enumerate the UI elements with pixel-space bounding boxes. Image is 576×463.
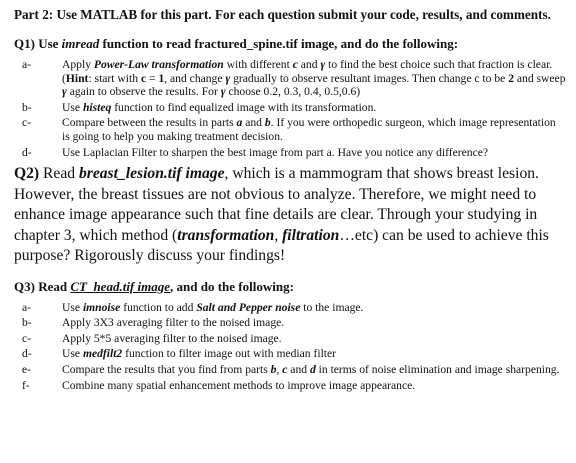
list-item (14, 332, 566, 346)
text-segment: and (297, 58, 321, 71)
item-text (62, 316, 284, 329)
text-segment: c (140, 71, 147, 85)
item-text (62, 363, 560, 376)
text-segment: d (309, 363, 316, 377)
text-segment: , which is a mammogram that shows breast lesion. However, the breast tissues are not obvious to analyze. Therefore, we might need to enhance image appearance such that fine details are clear. Through your studying in chapter 3, which method ( (14, 165, 539, 244)
text-segment: to find the best choice such that fraction is clear. ( (62, 58, 553, 85)
text-segment: with different (223, 58, 293, 71)
text-segment: Use (62, 347, 83, 361)
text-segment: c (292, 58, 298, 71)
item-text (62, 332, 282, 345)
q2-body (14, 165, 549, 264)
text-segment: breast_lesion.tif image (78, 165, 225, 183)
q1-heading (14, 35, 566, 52)
text-segment: histeq (82, 100, 112, 114)
text-segment: b (264, 116, 271, 130)
item-text (62, 379, 415, 392)
item-letter: c- (22, 331, 32, 345)
item-letter: b- (22, 100, 32, 114)
text-segment: Compare between the results in parts (62, 116, 237, 130)
item-letter: d- (22, 347, 32, 361)
item-text (62, 146, 488, 159)
text-segment: , (276, 363, 283, 377)
text-segment: Use Laplacian Filter to sharpen the best image from part a. Have you notice any difference? (62, 145, 489, 159)
text-segment: Combine many spatial enhancement methods to improve image appearance. (62, 378, 416, 392)
item-letter: a- (22, 300, 32, 314)
text-segment: gradually to observe resultant images. Then change c to be (230, 71, 509, 85)
text-segment: in terms of noise elimination and image sharpening. (315, 363, 560, 377)
item-letter: b- (22, 316, 32, 330)
text-segment: to the image. (300, 300, 364, 314)
text-segment: : start with (88, 71, 141, 85)
item-letter: a- (22, 58, 32, 71)
text-segment: function to add (120, 300, 197, 314)
q2-paragraph (14, 164, 566, 267)
text-segment: Hint (65, 71, 89, 85)
text-segment: function to filter image out with median filter (122, 347, 337, 361)
q1-heading-tail: function to read fractured_spine.tif image, and do the following: (102, 36, 459, 51)
q3-label: Q3) Read (14, 278, 68, 294)
text-segment: choose 0.2, 0.3, 0.4, 0.5,0.6) (225, 85, 361, 99)
text-segment: γ (320, 58, 326, 71)
part-title: Part 2: Use MATLAB for this part. For each question submit your code, results, and comments. (14, 7, 551, 22)
text-segment: and (287, 363, 310, 377)
item-letter: d- (22, 145, 32, 159)
text-segment: , (274, 226, 283, 244)
q3-heading (14, 278, 566, 295)
text-segment: and (242, 116, 265, 130)
list-item (14, 146, 566, 160)
item-text (62, 101, 376, 114)
q3-heading-tail: , and do the following: (170, 278, 294, 294)
text-segment: . If you were orthopedic surgeon, which image representation is going to help you making treatment decision. (62, 116, 556, 143)
text-segment: 2 (508, 71, 514, 85)
item-text (62, 116, 556, 143)
q3-item-list (14, 301, 566, 393)
text-segment: = (146, 71, 159, 85)
text-segment: a (236, 116, 243, 130)
item-text (62, 347, 336, 360)
list-item (14, 347, 566, 361)
q1-function-name: imread (61, 36, 100, 51)
text-segment: Read (39, 165, 79, 183)
text-segment: function to find equalized image with its transformation. (111, 100, 377, 114)
text-segment: medfilt2 (82, 347, 123, 361)
text-segment: transformation (177, 226, 275, 244)
list-item (14, 316, 566, 330)
text-segment: γ (62, 85, 67, 99)
text-segment: Use (62, 300, 83, 314)
text-segment: b (270, 363, 277, 377)
list-item (14, 363, 566, 377)
item-letter: c- (22, 116, 32, 130)
text-segment: Use (62, 100, 83, 114)
text-segment: imnoise (82, 300, 121, 314)
text-segment: γ (220, 85, 226, 99)
text-segment: Power-Law transformation (93, 58, 224, 71)
text-segment: Apply 5*5 averaging filter to the noised image. (62, 331, 282, 345)
list-item (14, 116, 566, 143)
text-segment: Apply 3X3 averaging filter to the noised image. (62, 316, 285, 330)
list-item (14, 58, 566, 99)
q1-item-list (14, 58, 566, 159)
list-item (14, 301, 566, 315)
item-text (62, 58, 566, 98)
text-segment: filtration (282, 226, 340, 244)
text-segment: again to observe the results. For (66, 85, 221, 99)
list-item (14, 101, 566, 115)
text-segment: Compare the results that you find from parts (62, 363, 271, 377)
assignment-document (14, 6, 566, 394)
text-segment: γ (225, 71, 231, 85)
list-item (14, 379, 566, 393)
text-segment: …etc) can be used to achieve this purpose? Rigorously discuss your findings! (14, 226, 549, 265)
text-segment: Apply (62, 58, 94, 71)
q2-number: Q2) (14, 165, 40, 183)
q3-file-name: CT_head.tif image (70, 278, 171, 294)
text-segment: Salt and Pepper noise (196, 300, 301, 314)
text-segment: , and change (164, 71, 226, 85)
q1-label: Q1) Use (14, 36, 59, 51)
item-letter: e- (22, 363, 32, 377)
item-text (62, 301, 363, 314)
item-letter: f- (22, 378, 30, 392)
text-segment: 1 (158, 71, 165, 85)
text-segment: and sweep (513, 71, 566, 85)
text-segment: c (282, 363, 288, 377)
